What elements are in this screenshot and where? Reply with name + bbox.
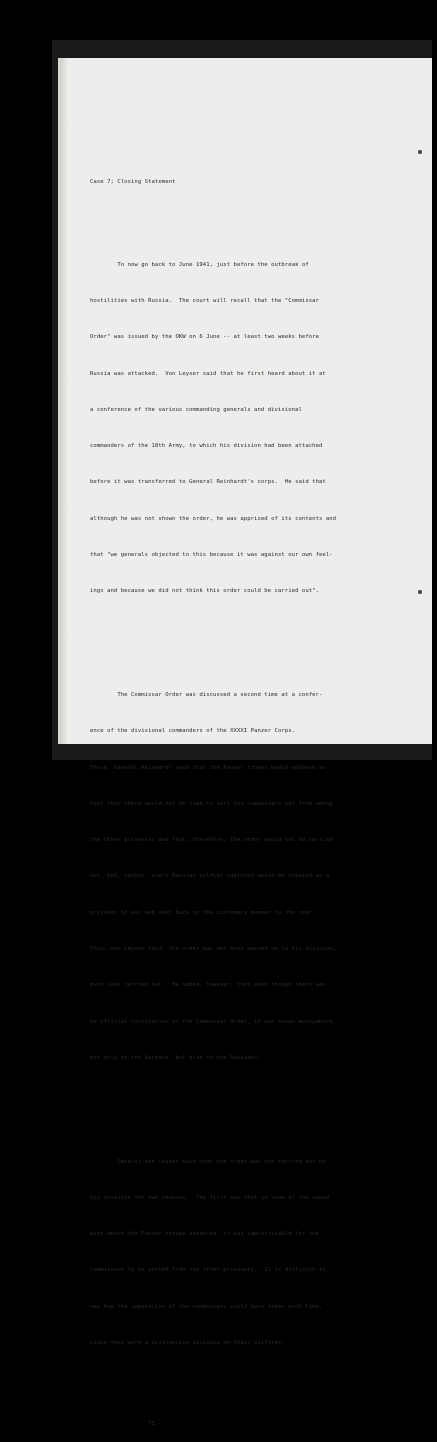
text-line: fast that there would not be time to sort the commissars out from among	[90, 800, 333, 807]
text-line: not only to the Germans, but also to the Russians.	[90, 1054, 261, 1061]
punch-hole-bottom	[418, 590, 422, 594]
text-line: Order" was issued by the OKW on 6 June -- at least two weeks before	[90, 334, 319, 341]
text-line: ence of the divisional commanders of the XXXXI Panzer Corps.	[90, 728, 296, 735]
text-line: although he was not shown the order, he was apprised of its contents and	[90, 515, 337, 522]
text-line: ings and because we did not think this order could be carried out".	[90, 588, 319, 595]
text-line: out, but, rather, every Russian soldier captured would be treated as a	[90, 873, 330, 880]
text-line: since they wore a distinctive insignia on their uniforms.	[90, 1340, 285, 1346]
text-line: with which the Panzer troops advanced, it was impracticable for the	[90, 1231, 319, 1238]
text-line: The Commissar Order was discussed a second time at a confer-	[90, 692, 323, 699]
text-line: prisoner of war and sent back in the customary manner to the rear.	[90, 909, 316, 916]
text-line: hostilities with Russia. The court will recall that the "Commissar	[90, 298, 319, 305]
text-line: that "we generals objected to this because it was against our own feel-	[90, 552, 333, 558]
text-line: Russia was attacked. Von Leyser said that he first heard about it at	[90, 370, 326, 377]
text-line: see how the separation of the commissars could have taken much time,	[90, 1303, 323, 1310]
text-line: no official circulation of the Commissar Order, it was known everywhere,	[90, 1018, 337, 1025]
text-line: the other prisoners and that, therefore, the order would not be carried	[90, 837, 333, 844]
paragraph-1	[90, 235, 416, 622]
page-heading: Case 7; Closing Statement	[90, 179, 176, 186]
text-line: To now go back to June 1941, just before the outbreak of	[90, 261, 309, 268]
text-line: General von Leyser said that the order was not carried out by	[90, 1158, 326, 1165]
text-line: his division for two reasons. The first was that in view of the speed	[90, 1194, 330, 1201]
text-line: a conference of the various commanding generals and divisional	[90, 406, 302, 413]
paragraph-3	[90, 1131, 416, 1373]
text-line: Thus, von Leyser said, the order was not even passed on to his division,	[90, 946, 337, 952]
text-line: much less carried out. He added, however, that even though there was	[90, 982, 326, 989]
paragraph-2	[90, 665, 416, 1088]
text-line: commanders of the 18th Army, to which his division had been attached	[90, 443, 323, 450]
text-line: There, General Reinhardt said that the Panzer troops would advance so	[90, 764, 326, 771]
punch-hole-top	[418, 150, 422, 154]
document-text	[90, 152, 416, 1442]
page-edge	[60, 58, 68, 744]
text-line: commissars to be sorted from the other prisoners. It is difficult to	[90, 1267, 326, 1274]
text-line: before it was transferred to General Reinhardt's corps. He said that	[90, 479, 326, 486]
page-number: - 73 -	[90, 1420, 162, 1427]
